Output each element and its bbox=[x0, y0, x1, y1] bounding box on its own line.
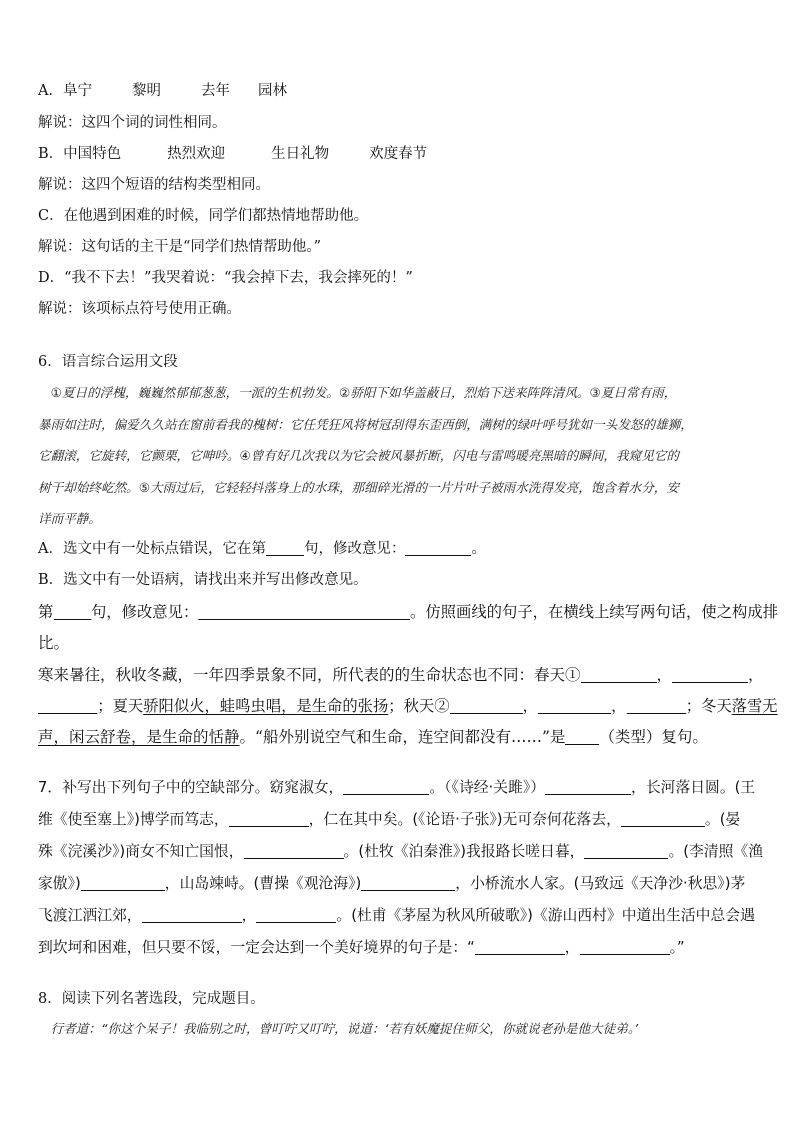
q6-b2-pre: 第 bbox=[38, 603, 54, 621]
answer-blank[interactable] bbox=[565, 729, 599, 745]
answer-blank[interactable] bbox=[580, 939, 670, 955]
answer-blank[interactable] bbox=[584, 843, 668, 859]
option-b-word: 生日礼物 bbox=[271, 146, 330, 162]
option-c: C．在他遇到困难的时候，同学们都热情地帮助他。 bbox=[38, 208, 369, 224]
q6-c1: 寒来暑往，秋收冬藏，一年四季景象不同，所代表的的生命状态也不同：春天① bbox=[38, 666, 581, 684]
option-a-word: 阜宁 bbox=[62, 83, 92, 99]
q6-passage-line: 详而平静。 bbox=[38, 511, 101, 526]
comma: ， bbox=[748, 666, 764, 684]
answer-blank[interactable] bbox=[475, 939, 565, 955]
q7-text: 。(李清照《渔 bbox=[668, 843, 763, 860]
option-a-label: A． bbox=[38, 83, 63, 99]
q6-part-b: B．选文中有一处语病，请找出来并写出修改意见。 bbox=[38, 572, 368, 588]
answer-blank[interactable] bbox=[405, 540, 471, 556]
answer-blank[interactable] bbox=[266, 540, 304, 556]
q7-text: 。(杜甫《茅屋为秋风所破歌》)《游山西村》中道出生活中总会遇 bbox=[336, 907, 755, 924]
q6-part-c-line1 bbox=[38, 665, 764, 685]
q7-text: 家傲》) bbox=[38, 875, 81, 892]
q7-line bbox=[38, 906, 755, 926]
option-c-explanation: 解说：这句话的主干是“同学们热情帮助他。” bbox=[38, 239, 322, 255]
q6-c3-b: （类型）复句。 bbox=[599, 728, 708, 746]
q7-text: ，小桥流水人家。(马致远《天净沙·秋思》)茅 bbox=[455, 875, 746, 892]
option-d-explanation: 解说：该项标点符号使用正确。 bbox=[38, 301, 241, 317]
q7-line bbox=[38, 938, 685, 958]
answer-blank[interactable] bbox=[450, 698, 523, 714]
q6-passage-line: 树干却始终屹然。⑤大雨过后，它轻轻抖落身上的水珠，那细碎光滑的一片片叶子被雨水洗得发亮，饱含着水分，安 bbox=[38, 480, 679, 495]
q7-text: ，仁在其中矣。(《论语·子张》)无可奈何花落去， bbox=[308, 811, 621, 828]
q7-text: 7．补写出下列句子中的空缺部分。窈窕淑女， bbox=[38, 779, 344, 796]
answer-blank[interactable] bbox=[621, 811, 705, 827]
q7-text: 维《使至塞上》)博学而笃志， bbox=[38, 811, 229, 828]
answer-blank[interactable] bbox=[81, 875, 165, 891]
q6-c2-b: ；秋天② bbox=[388, 697, 450, 715]
option-b-word: 中国特色 bbox=[63, 146, 122, 162]
answer-blank[interactable] bbox=[142, 907, 242, 923]
q7-text: 到坎坷和困难，但只要不馁，一定会达到一个美好境界的句子是：“ bbox=[38, 939, 475, 956]
question-8-title: 8．阅读下列名著选段，完成题目。 bbox=[38, 991, 265, 1007]
underlined-sentence: 声，闲云舒卷，是生命的恬静 bbox=[38, 728, 240, 746]
option-a-explanation: 解说：这四个词的词性相同。 bbox=[38, 115, 227, 131]
q6-part-c-line3 bbox=[38, 727, 708, 747]
option-b-explanation: 解说：这四个短语的结构类型相同。 bbox=[38, 177, 270, 193]
q6-passage-line: ①夏日的浮槐，巍巍然郁郁葱葱，一派的生机勃发。②骄阳下如华盖蔽日，烈焰下送来阵阵清风。③夏日常有雨， bbox=[38, 385, 677, 400]
answer-blank[interactable] bbox=[672, 667, 748, 683]
q7-text: 。” bbox=[669, 939, 685, 956]
option-a bbox=[38, 81, 287, 101]
q6-part-b-answer bbox=[38, 602, 778, 622]
q6-part-a bbox=[38, 539, 486, 559]
q7-text: ， bbox=[241, 907, 257, 924]
q8-passage: 行者道：“你这个呆子！我临别之时，曾叮咛又叮咛，说道：‘若有妖魔捉住师父，你就说老孙是他大徒弟。’ bbox=[38, 1021, 639, 1036]
q7-text: 殊《浣溪沙》)商女不知亡国恨， bbox=[38, 843, 244, 860]
q6-b2-mid: 句，修改意见： bbox=[90, 603, 199, 621]
q6-b3: 比。 bbox=[38, 634, 70, 652]
answer-blank[interactable] bbox=[361, 875, 455, 891]
option-b bbox=[38, 144, 427, 164]
answer-blank[interactable] bbox=[53, 604, 91, 620]
q6-a-mid: 句，修改意见： bbox=[303, 541, 406, 557]
q6-c3-a: 。“船外别说空气和生命，连空间都没有……”是 bbox=[239, 728, 566, 746]
q6-a-prompt: A．选文中有一处标点错误，它在第 bbox=[38, 541, 266, 557]
answer-blank[interactable] bbox=[343, 779, 429, 795]
q7-text: ， bbox=[564, 939, 580, 956]
comma: ， bbox=[656, 666, 673, 684]
q6-b2-end: 。仿照画线的句子，在横线上续写两句话，使之构成排 bbox=[410, 603, 779, 621]
q6-a-end: 。 bbox=[471, 541, 486, 557]
answer-blank[interactable] bbox=[244, 843, 344, 859]
comma: ， bbox=[522, 697, 538, 715]
answer-blank[interactable] bbox=[545, 779, 631, 795]
question-6-title: 6．语言综合运用文段 bbox=[38, 354, 178, 370]
q7-line bbox=[38, 842, 763, 862]
answer-blank[interactable] bbox=[626, 698, 685, 714]
option-a-word: 去年 bbox=[200, 83, 230, 99]
q7-text: 。(杜牧《泊秦淮》)我报路长嗟日暮， bbox=[343, 843, 585, 860]
q6-part-c-line2 bbox=[38, 696, 778, 716]
answer-blank[interactable] bbox=[538, 698, 611, 714]
answer-blank[interactable] bbox=[198, 604, 410, 620]
q7-text: 飞渡江洒江郊， bbox=[38, 907, 142, 924]
option-a-word: 黎明 bbox=[131, 83, 161, 99]
underlined-sentence: 骄阳似火，蛙鸣虫唱，是生命的张扬 bbox=[143, 697, 389, 715]
comma: ， bbox=[611, 697, 627, 715]
option-b-label: B． bbox=[38, 146, 64, 162]
option-b-word: 热烈欢迎 bbox=[167, 146, 226, 162]
q7-text: ，山岛竦峙。(曹操《观沧海》) bbox=[164, 875, 362, 892]
option-d: D．“我不下去！”我哭着说：“我会掉下去，我会摔死的！” bbox=[38, 270, 413, 286]
q6-c2-d: ；冬天 bbox=[685, 697, 732, 715]
q7-line bbox=[38, 778, 755, 798]
answer-blank[interactable] bbox=[256, 907, 336, 923]
q6-passage-line: 暴雨如注时，偏爱久久站在窗前看我的槐树：它任凭狂风将树冠刮得东歪西倒，满树的绿叶呼号犹如一头发怒的雄狮， bbox=[38, 417, 693, 432]
q6-c2-a: ；夏天 bbox=[97, 697, 144, 715]
option-b-word: 欢度春节 bbox=[369, 146, 428, 162]
q7-line bbox=[38, 874, 745, 894]
answer-blank[interactable] bbox=[581, 667, 657, 683]
q7-text: 。(晏 bbox=[704, 811, 741, 828]
answer-blank[interactable] bbox=[38, 698, 97, 714]
q7-text: ，长河落日圆。(王 bbox=[631, 779, 756, 796]
option-a-word: 园林 bbox=[257, 83, 287, 99]
q6-passage-line: 它翻滚，它旋转，它颤栗，它呻吟。④曾有好几次我以为它会被风暴折断，闪电与雷鸣暖亮黑暗的瞬间，我窥见它的 bbox=[38, 448, 679, 463]
answer-blank[interactable] bbox=[229, 811, 309, 827]
q7-line bbox=[38, 810, 740, 830]
underlined-sentence: 落雪无 bbox=[731, 697, 778, 715]
q7-text: 。（《诗经·关雎》） bbox=[429, 779, 546, 796]
